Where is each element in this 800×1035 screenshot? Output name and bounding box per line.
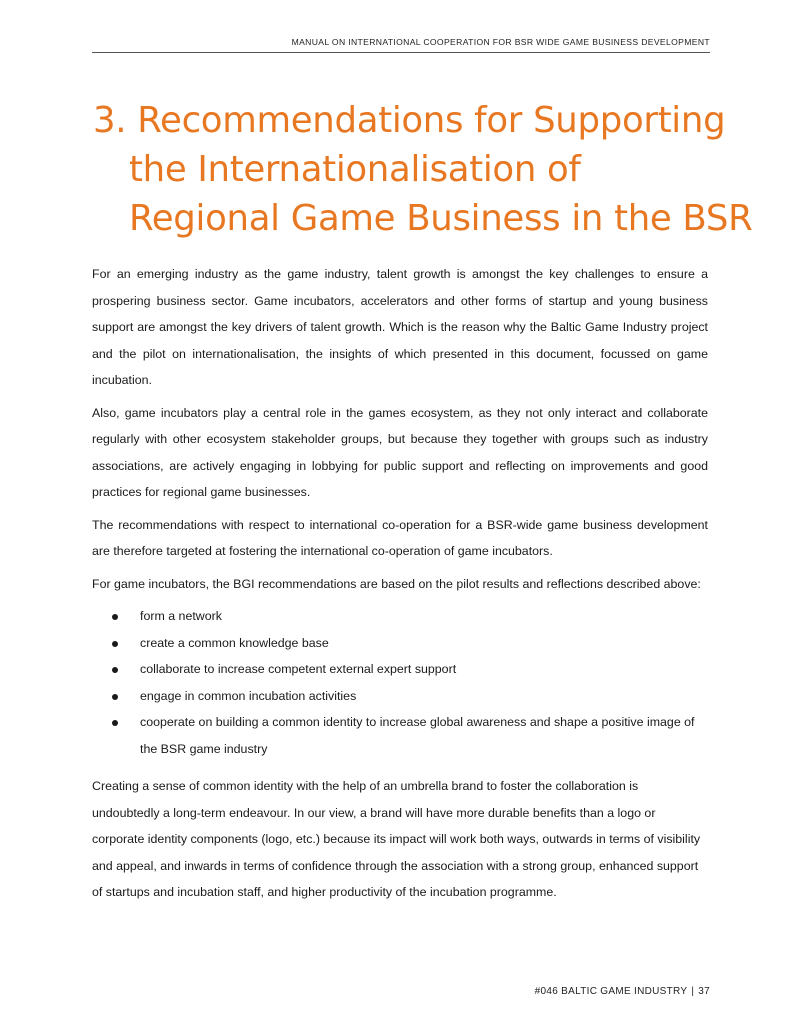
list-item-text: engage in common incubation activities (140, 688, 357, 703)
header-rule (92, 52, 710, 53)
list-item-text: create a common knowledge base (140, 635, 329, 650)
paragraph-3: The recommendations with respect to international co-operation for a BSR-wide game business development are therefore targeted at fostering the international co-operation of game incubators. (92, 517, 708, 558)
recommendations-list (92, 603, 708, 762)
bullet-dot-icon (112, 694, 118, 700)
list-item (92, 630, 708, 657)
page-footer (92, 986, 710, 997)
running-header: MANUAL ON INTERNATIONAL COOPERATION FOR BSR WIDE GAME BUSINESS DEVELOPMENT (291, 37, 710, 47)
bullet-dot-icon (112, 641, 118, 647)
list-item (92, 683, 708, 710)
page-number: 37 (698, 986, 710, 997)
closing-paragraph: Creating a sense of common identity with the help of an umbrella brand to foster the collaboration is undoubtedly a long-term endeavour. In our view, a brand will have more durable benefits than a logo or corporate identity components (logo, etc.) because its impact will work both ways, outwards in terms of visibility and appeal, and inwards in terms of confidence through the association with a strong group, enhanced support of startups and incubation staff, and higher productivity of the incubation programme. (92, 779, 701, 899)
list-item-text: form a network (140, 609, 222, 623)
paragraph-1: For an emerging industry as the game industry, talent growth is amongst the key challenges to ensure a prospering business sector. Game incubators, accelerators and other forms of startup and young business support are amongst the key drivers of talent growth. Which is the reason why the Baltic Game Industry project and the pilot on internationalisation, the insights of which presented in this document, focussed on game incubation. (92, 267, 708, 387)
footer-separator: | (691, 986, 695, 997)
bullet-dot-icon (112, 720, 118, 726)
bullet-dot-icon (112, 667, 118, 673)
footer-publication: #046 BALTIC GAME INDUSTRY (534, 986, 688, 997)
paragraph-2: Also, game incubators play a central role in the games ecosystem, as they not only interact and collaborate regularly with other ecosystem stakeholder groups, but because they together with groups such as industry associations, are actively engaging in lobbying for public support and reflecting on improvements and good practices for regional game businesses. (92, 405, 708, 499)
chapter-title (93, 96, 753, 243)
list-item (92, 603, 708, 630)
list-item (92, 656, 708, 683)
list-item-text: collaborate to increase competent external expert support (140, 662, 457, 676)
chapter-title-line-2: the Internationalisation of (129, 149, 581, 190)
body-text (92, 261, 708, 912)
chapter-title-line-1: 3. Recommendations for Supporting (93, 100, 726, 141)
list-item (92, 709, 708, 762)
bullet-dot-icon (112, 614, 118, 620)
chapter-title-line-3: Regional Game Business in the BSR (129, 198, 753, 239)
list-item-text: cooperate on building a common identity to increase global awareness and shape a positive image of the BSR game industry (140, 715, 695, 756)
paragraph-4: For game incubators, the BGI recommendations are based on the pilot results and reflections described above: (92, 576, 701, 591)
